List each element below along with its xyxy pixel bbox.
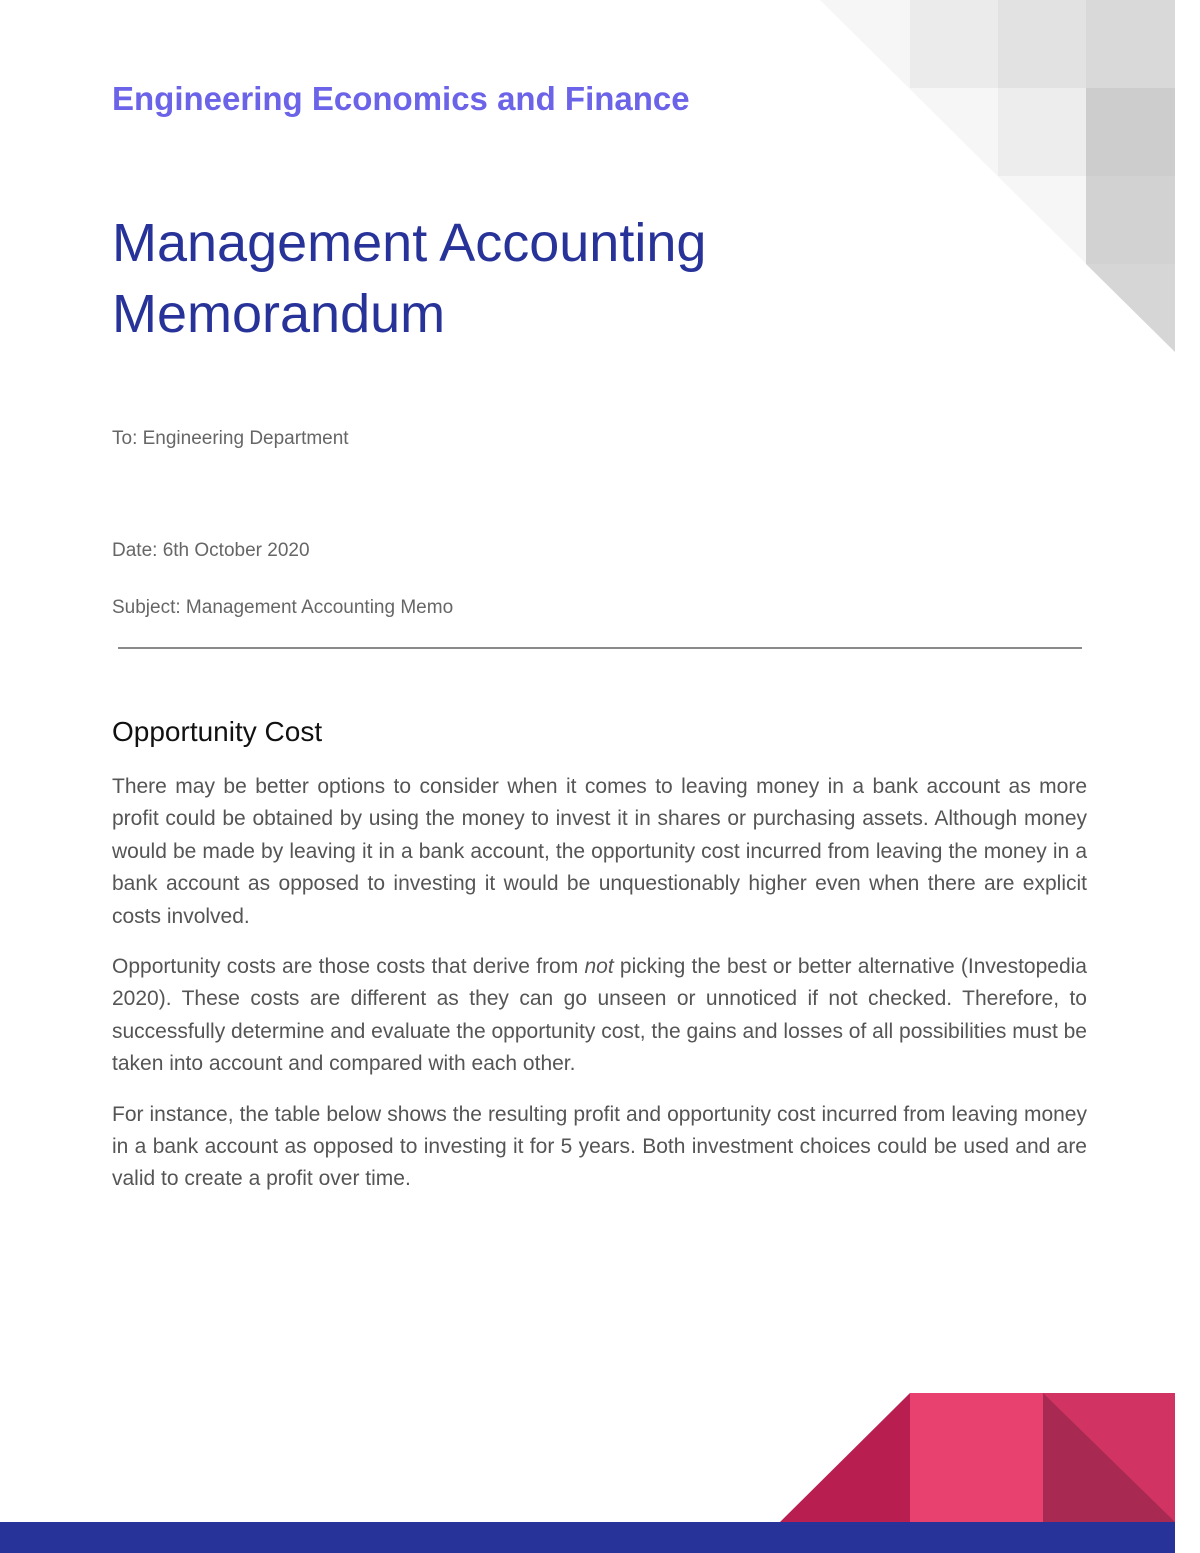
footer-decoration bbox=[780, 1390, 1200, 1525]
paragraph-2 bbox=[112, 951, 1087, 1081]
paragraph-1: There may be better options to consider when it comes to leaving money in a bank account as more profit could be obtained by using the money to invest it in shares or purchasing assets. Although money would be made by leaving it in a bank account, the opportunity cost incurred from leaving the money in a bank account as opposed to investing it would be unquestionably higher even when there are explicit costs involved. bbox=[112, 775, 1087, 928]
memo-date: Date: 6th October 2020 bbox=[112, 540, 310, 561]
paragraph-2-end: picking the best or better alternative (Investopedia 2020). These costs are different as they can go unseen or unnoticed if not checked. Therefore, to successfully determine and evaluate the opportunity cost, the gains and losses of all possibilities must be taken into account and compared with each other. bbox=[112, 955, 1087, 1076]
paragraph-3: For instance, the table below shows the resulting profit and opportunity cost incurred from leaving money in a bank account as opposed to investing it for 5 years. Both investment choices could be used and are valid to create a profit over time. bbox=[112, 1102, 1087, 1191]
document-title-line2: Memorandum bbox=[112, 284, 446, 344]
course-title: Engineering Economics and Finance bbox=[112, 80, 690, 117]
paragraph-2-emphasis: not bbox=[584, 955, 614, 979]
section-heading: Opportunity Cost bbox=[112, 716, 323, 747]
paragraph-2-start: Opportunity costs are those costs that derive from bbox=[112, 955, 585, 979]
document-title-line1: Management Accounting bbox=[112, 213, 707, 273]
document-title bbox=[112, 208, 912, 350]
footer-bar bbox=[0, 1522, 1175, 1553]
memo-to: To: Engineering Department bbox=[112, 428, 349, 449]
section-body bbox=[112, 771, 1087, 1214]
divider bbox=[118, 647, 1082, 649]
memo-subject: Subject: Management Accounting Memo bbox=[112, 597, 454, 618]
